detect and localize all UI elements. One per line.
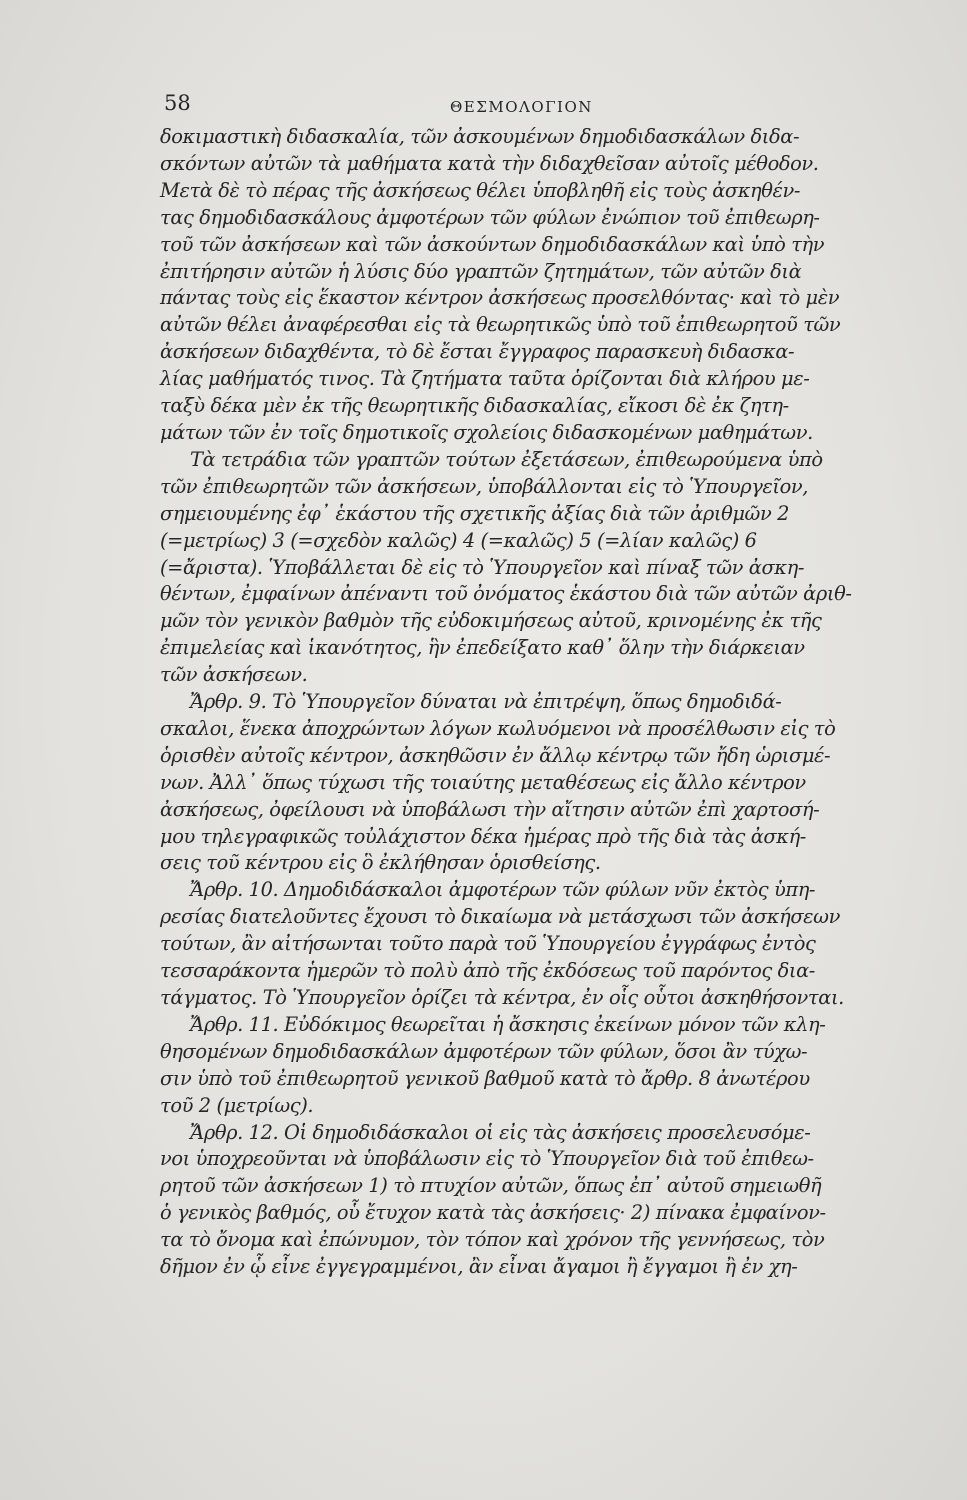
body-text xyxy=(160,124,880,1281)
text-line: ὁρισθὲν αὐτοῖς κέντρον, ἀσκηθῶσιν ἐν ἄλλῳ κέντρῳ τῶν ἤδη ὡρισμέ- xyxy=(160,743,831,767)
text-line: σκόντων αὐτῶν τὰ μαθήματα κατὰ τὴν διδαχθεῖσαν αὐτοῖς μέθοδον. xyxy=(160,151,819,175)
text-line: (=ἄριστα). Ὑποβάλλεται δὲ εἰς τὸ Ὑπουργεῖον καὶ πίναξ τῶν ἀσκη- xyxy=(160,555,804,579)
text-line: ἀσκήσεων διδαχθέντα, τὸ δὲ ἔσται ἔγγραφος παρασκευὴ διδασκα- xyxy=(160,340,795,364)
page-number: 58 xyxy=(164,91,191,115)
text-line: τῶν ἐπιθεωρητῶν τῶν ἀσκήσεων, ὑποβάλλονται εἰς τὸ Ὑπουργεῖον, xyxy=(160,474,809,498)
text-line: τα τὸ ὄνομα καὶ ἐπώνυμον, τὸν τόπον καὶ χρόνον τῆς γεννήσεως, τὸν xyxy=(160,1228,825,1252)
text-line: Ἄρθρ. 11. Εὐδόκιμος θεωρεῖται ἡ ἄσκησις ἐκείνων μόνον τῶν κλη- xyxy=(190,1012,826,1036)
text-line: σεις τοῦ κέντρου εἰς ὃ ἐκλήθησαν ὁρισθείσης. xyxy=(160,851,601,875)
text-line: δοκιμαστικὴ διδασκαλία, τῶν ἀσκουμένων δημοδιδασκάλων διδα- xyxy=(160,125,800,148)
text-block xyxy=(160,84,880,1281)
text-line: ἀσκήσεως, ὀφείλουσι νὰ ὑποβάλωσι τὴν αἴτησιν αὐτῶν ἐπὶ χαρτοσή- xyxy=(160,797,820,821)
text-line: ἐπιτήρησιν αὐτῶν ἡ λύσις δύο γραπτῶν ζητημάτων, τῶν αὐτῶν διὰ xyxy=(160,259,802,283)
text-line: δῆμον ἐν ᾧ εἶνε ἐγγεγραμμένοι, ἂν εἶναι ἄγαμοι ἢ ἔγγαμοι ἢ ἐν χη- xyxy=(160,1255,798,1279)
text-line: λίας μαθήματός τινος. Τὰ ζητήματα ταῦτα ὁρίζονται διὰ κλήρου με- xyxy=(160,367,810,391)
text-line: μου τηλεγραφικῶς τοὐλάχιστον δέκα ἡμέρας πρὸ τῆς διὰ τὰς ἀσκή- xyxy=(160,824,806,848)
text-line: μῶν τὸν γενικὸν βαθμὸν τῆς εὐδοκιμήσεως αὐτοῦ, κρινομένης ἐκ τῆς xyxy=(160,609,822,633)
text-line: ρεσίας διατελοῦντες ἔχουσι τὸ δικαίωμα νὰ μετάσχωσι τῶν ἀσκήσεων xyxy=(160,905,840,929)
text-line: (=μετρίως) 3 (=σχεδὸν καλῶς) 4 (=καλῶς) 5 (=λίαν καλῶς) 6 xyxy=(160,528,757,552)
text-line: θέντων, ἐμφαίνων ἀπέναντι τοῦ ὀνόματος ἑκάστου διὰ τῶν αὐτῶν ἀριθ- xyxy=(160,582,852,606)
text-line: μάτων τῶν ἐν τοῖς δημοτικοῖς σχολείοις διδασκομένων μαθημάτων. xyxy=(160,420,813,444)
text-line: νων. Ἀλλ᾽ ὅπως τύχωσι τῆς τοιαύτης μεταθέσεως εἰς ἄλλο κέντρον xyxy=(160,770,806,794)
text-line: σιν ὑπὸ τοῦ ἐπιθεωρητοῦ γενικοῦ βαθμοῦ κατὰ τὸ ἄρθρ. 8 ἀνωτέρου xyxy=(160,1066,810,1090)
text-line: τεσσαράκοντα ἡμερῶν τὸ πολὺ ἀπὸ τῆς ἐκδόσεως τοῦ παρόντος δια- xyxy=(160,959,815,983)
text-line: Ἄρθρ. 10. Δημοδιδάσκαλοι ἀμφοτέρων τῶν φύλων νῦν ἐκτὸς ὑπη- xyxy=(190,878,816,902)
text-line: Ἄρθρ. 9. Τὸ Ὑπουργεῖον δύναται νὰ ἐπιτρέψη, ὅπως δημοδιδά- xyxy=(190,690,782,714)
text-line: τοῦ 2 (μετρίως). xyxy=(160,1093,314,1117)
running-title: ΘΕΣΜΟΛΟΓΙΟΝ xyxy=(450,98,593,116)
text-line: Ἄρθρ. 12. Οἱ δημοδιδάσκαλοι οἱ εἰς τὰς ἀσκήσεις προσελευσόμε- xyxy=(190,1120,811,1144)
text-line: νοι ὑποχρεοῦνται νὰ ὑποβάλωσιν εἰς τὸ Ὑπουργεῖον διὰ τοῦ ἐπιθεω- xyxy=(160,1147,814,1171)
text-line: ταξὺ δέκα μὲν ἐκ τῆς θεωρητικῆς διδασκαλίας, εἴκοσι δὲ ἐκ ζητη- xyxy=(160,394,789,418)
text-line: τῶν ἀσκήσεων. xyxy=(160,663,308,687)
text-line: ἐπιμελείας καὶ ἱκανότητος, ἣν ἐπεδείξατο καθ᾽ ὅλην τὴν διάρκειαν xyxy=(160,636,805,660)
text-line: Τὰ τετράδια τῶν γραπτῶν τούτων ἐξετάσεων, ἐπιθεωρούμενα ὑπὸ xyxy=(190,447,823,471)
text-line: ρητοῦ τῶν ἀσκήσεων 1) τὸ πτυχίον αὐτῶν, ὅπως ἐπ᾽ αὐτοῦ σημειωθῆ xyxy=(160,1174,822,1198)
text-line: πάντας τοὺς εἰς ἕκαστον κέντρον ἀσκήσεως προσελθόντας· καὶ τὸ μὲν xyxy=(160,286,840,310)
text-line: ὁ γενικὸς βαθμός, οὗ ἔτυχον κατὰ τὰς ἀσκήσεις· 2) πίνακα ἐμφαίνον- xyxy=(160,1201,826,1225)
text-line: τοῦ τῶν ἀσκήσεων καὶ τῶν ἀσκούντων δημοδιδασκάλων καὶ ὑπὸ τὴν xyxy=(160,232,825,256)
text-line: θησομένων δημοδιδασκάλων ἀμφοτέρων τῶν φύλων, ὅσοι ἂν τύχω- xyxy=(160,1039,808,1063)
text-line: σημειουμένης ἐφ᾽ ἑκάστου τῆς σχετικῆς ἀξίας διὰ τῶν ἀριθμῶν 2 xyxy=(160,501,790,525)
text-line: τούτων, ἂν αἰτήσωνται τοῦτο παρὰ τοῦ Ὑπουργείου ἐγγράφως ἐντὸς xyxy=(160,932,816,956)
page-header xyxy=(160,84,880,124)
text-line: σκαλοι, ἕνεκα ἀποχρώντων λόγων κωλυόμενοι νὰ προσέλθωσιν εἰς τὸ xyxy=(160,716,836,740)
text-line: αὐτῶν θέλει ἀναφέρεσθαι εἰς τὰ θεωρητικῶς ὑπὸ τοῦ ἐπιθεωρητοῦ τῶν xyxy=(160,313,841,337)
text-line: τας δημοδιδασκάλους ἀμφοτέρων τῶν φύλων ἐνώπιον τοῦ ἐπιθεωρη- xyxy=(160,205,820,229)
text-line: τάγματος. Τὸ Ὑπουργεῖον ὁρίζει τὰ κέντρα, ἐν οἷς οὗτοι ἀσκηθήσονται. xyxy=(160,986,844,1009)
text-line: Μετὰ δὲ τὸ πέρας τῆς ἀσκήσεως θέλει ὑποβληθῆ εἰς τοὺς ἀσκηθέν- xyxy=(160,178,801,202)
